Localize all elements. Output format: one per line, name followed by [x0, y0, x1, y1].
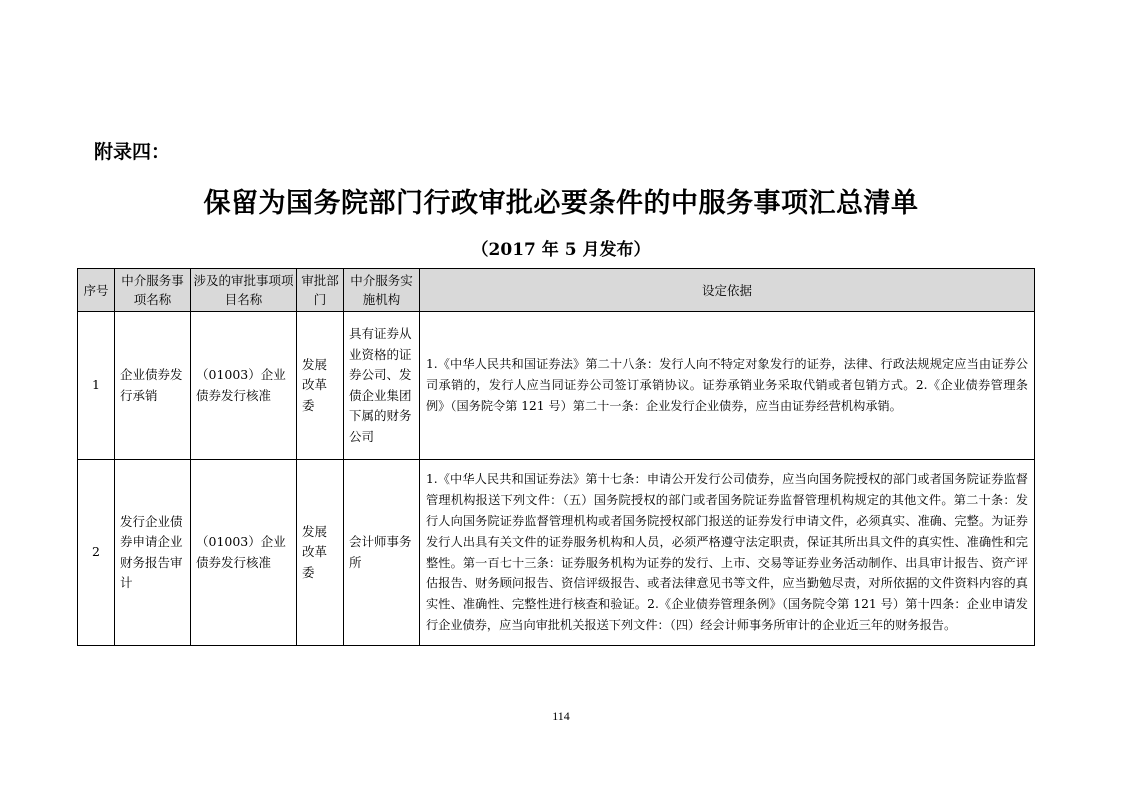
cell-department: 发展改革委 — [297, 460, 344, 646]
header-no: 序号 — [78, 269, 115, 312]
cell-service-name: 发行企业债券申请企业财务报告审计 — [115, 460, 191, 646]
cell-institution: 会计师事务所 — [344, 460, 420, 646]
header-service-name: 中介服务事项名称 — [115, 269, 191, 312]
cell-institution: 具有证券从业资格的证券公司、发债企业集团下属的财务公司 — [344, 312, 420, 460]
cell-approval-item: （01003）企业债券发行核准 — [191, 460, 297, 646]
header-approval-item: 涉及的审批事项项目名称 — [191, 269, 297, 312]
header-department: 审批部门 — [297, 269, 344, 312]
table-header-row — [78, 269, 1035, 312]
page-title: 保留为国务院部门行政审批必要条件的中服务事项汇总清单 — [203, 188, 919, 219]
publish-date: （2017 年 5 月发布） — [471, 240, 651, 260]
cell-basis: 1.《中华人民共和国证券法》第二十八条：发行人向不特定对象发行的证券，法律、行政法规规定应当由证券公司承销的，发行人应当同证券公司签订承销协议。证券承销业务采取代销或者包销方式。2.《企业债券管理条例》（国务院令第 121 号）第二十一条：企业发行企业债券，应当由证券经营机构承销。 — [420, 312, 1035, 460]
cell-no: 2 — [78, 460, 115, 646]
services-table — [77, 268, 1035, 646]
table-row — [78, 312, 1035, 460]
header-basis: 设定依据 — [420, 269, 1035, 312]
cell-basis: 1.《中华人民共和国证券法》第十七条：申请公开发行公司债券，应当向国务院授权的部门或者国务院证券监督管理机构报送下列文件：（五）国务院授权的部门或者国务院证券监督管理机构规定的其他文件。第二十条：发行人向国务院证券监督管理机构或者国务院授权部门报送的证券发行申请文件，必须真实、准确、完整。为证券发行人出具有关文件的证券服务机构和人员，必须严格遵守法定职责，保证其所出具文件的真实性、准确性和完整性。第一百七十三条：证券服务机构为证券的发行、上市、交易等证券业务活动制作、出具审计报告、资产评估报告、财务顾问报告、资信评级报告、或者法律意见书等文件，应当勤勉尽责，对所依据的文件资料内容的真实性、准确性、完整性进行核查和验证。2.《企业债券管理条例》（国务院令第 121 号）第十四条：企业申请发行企业债券，应当向审批机关报送下列文件：（四）经会计师事务所审计的企业近三年的财务报告。 — [420, 460, 1035, 646]
table-row — [78, 460, 1035, 646]
appendix-label: 附录四： — [94, 141, 171, 163]
cell-service-name: 企业债券发行承销 — [115, 312, 191, 460]
page-number: 114 — [552, 709, 570, 723]
cell-no: 1 — [78, 312, 115, 460]
cell-department: 发展改革委 — [297, 312, 344, 460]
header-institution: 中介服务实施机构 — [344, 269, 420, 312]
cell-approval-item: （01003）企业债券发行核准 — [191, 312, 297, 460]
